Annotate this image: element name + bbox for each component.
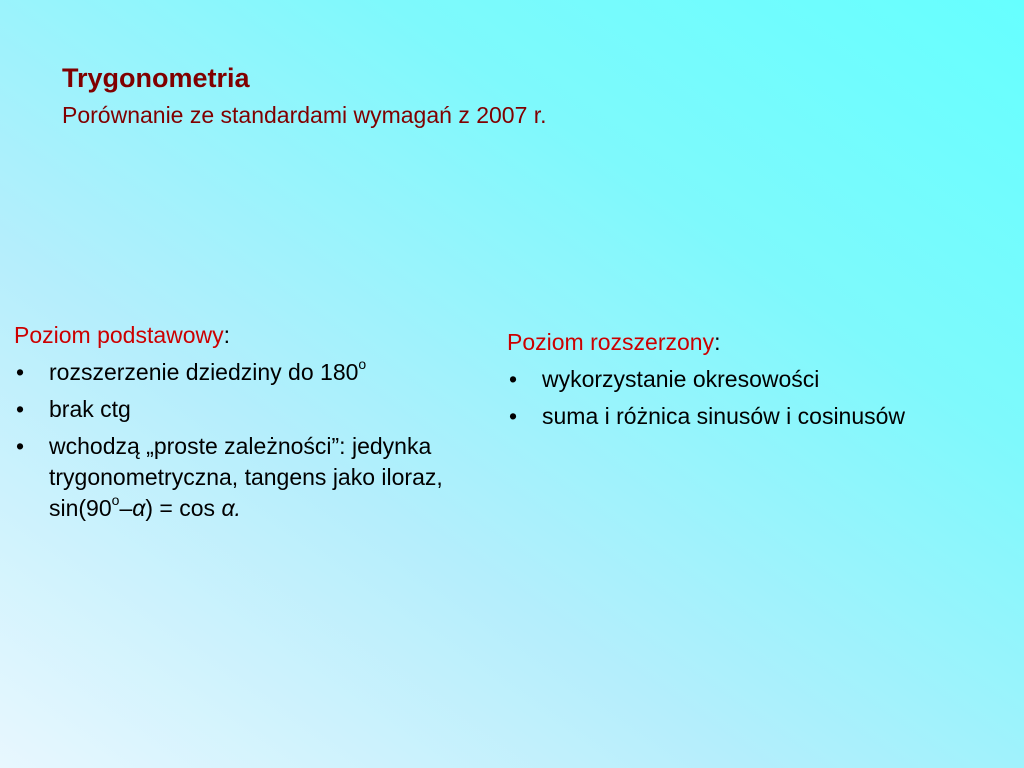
extended-level-heading (507, 327, 907, 358)
bullet-icon: • (509, 403, 518, 429)
list-item-text: wchodzą „proste zależności”: jedynka trygonometryczna, tangens jako iloraz, sin(90 (49, 433, 443, 521)
list-item-text: suma i różnica sinusów i cosinusów (542, 403, 906, 429)
degree-superscript: o (111, 492, 120, 509)
alpha-symbol: α. (221, 495, 241, 521)
list-item (507, 364, 907, 395)
bullet-icon: • (509, 366, 518, 392)
extended-level-list (507, 364, 907, 432)
list-item-text: wykorzystanie okresowości (542, 366, 820, 392)
list-item-text: rozszerzenie dziedziny do 180 (49, 359, 359, 385)
list-item-text: brak ctg (49, 396, 131, 422)
degree-superscript: o (358, 356, 367, 373)
bullet-icon: • (16, 433, 25, 459)
formula-text: ) = cos (145, 495, 222, 521)
list-item (14, 394, 474, 425)
basic-level-list (14, 357, 474, 524)
bullet-icon: • (16, 396, 25, 422)
extended-level-heading-colon: : (714, 329, 721, 355)
bullet-icon: • (16, 359, 25, 385)
minus-sign: – (119, 495, 133, 521)
extended-level-column (507, 327, 907, 438)
slide-subtitle: Porównanie ze standardami wymagań z 2007 r. (62, 102, 547, 128)
basic-level-heading-label: Poziom podstawowy (14, 322, 224, 348)
list-item (14, 431, 474, 524)
extended-level-heading-label: Poziom rozszerzony (507, 329, 715, 355)
slide-title: Trygonometria (62, 63, 250, 93)
list-item (14, 357, 474, 388)
basic-level-heading (14, 320, 474, 351)
basic-level-column (14, 320, 474, 530)
list-item (507, 401, 907, 432)
basic-level-heading-colon: : (223, 322, 231, 348)
alpha-symbol: α (132, 495, 146, 521)
